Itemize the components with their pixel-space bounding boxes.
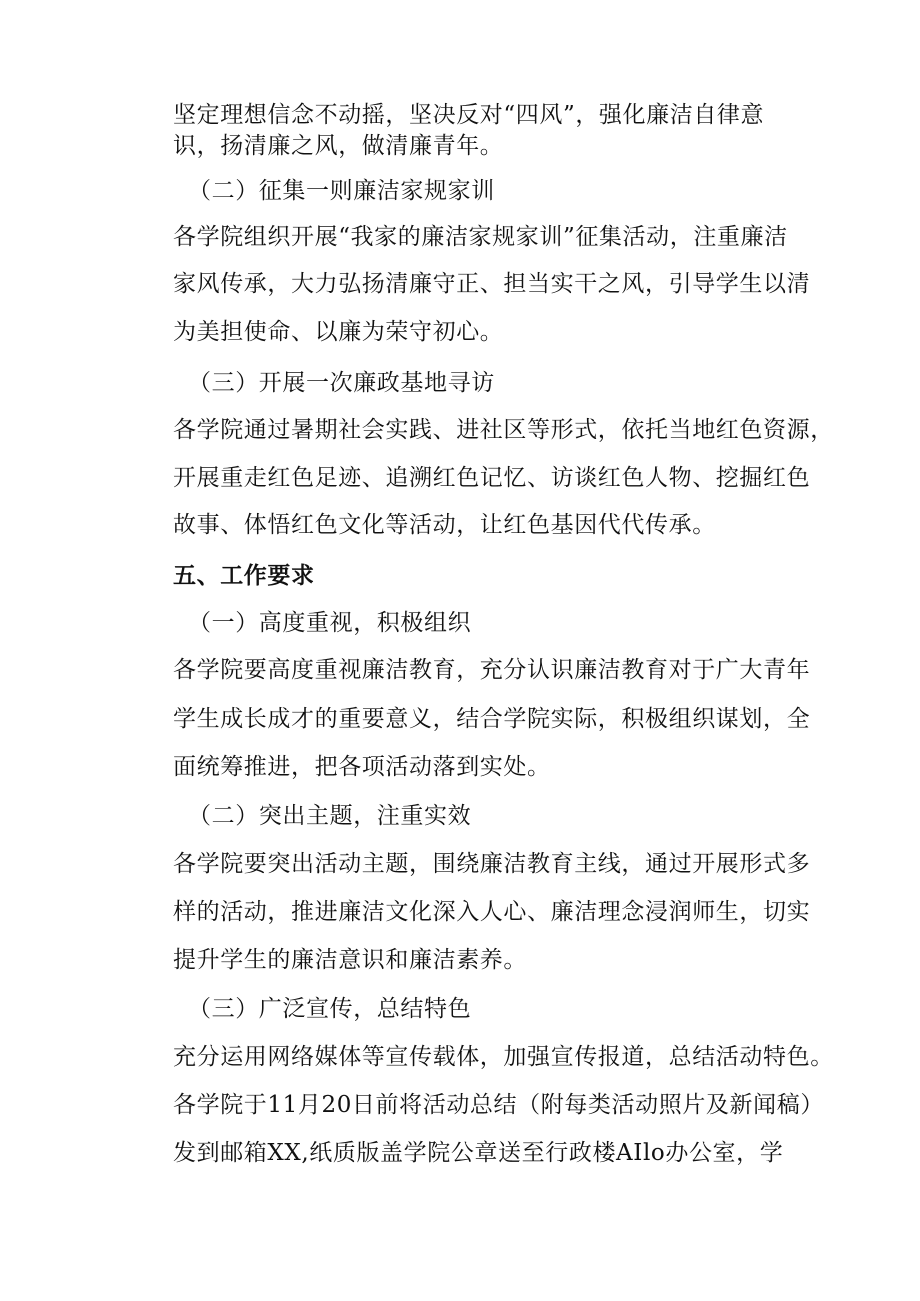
paragraph-line: 充分运用网络媒体等宣传载体，加强宣传报道，总结活动特色。 xyxy=(173,1044,834,1070)
paragraph-line: 发到邮箱XX,纸质版盖学院公章送至行政楼AIlo办公室，学 xyxy=(173,1140,784,1166)
subsection-heading: （二）突出主题，注重实效 xyxy=(188,803,472,829)
paragraph-line: 为美担使命、以廉为荣守初心。 xyxy=(173,319,504,345)
paragraph-line: 故事、体悟红色文化等活动，让红色基因代代传承。 xyxy=(173,512,716,538)
section-heading: 五、工作要求 xyxy=(173,562,315,589)
paragraph-line: 提升学生的廉洁意识和廉洁素养。 xyxy=(173,947,527,973)
subsection-heading: （一）高度重视，积极组织 xyxy=(188,610,472,636)
paragraph-line: 开展重走红色足迹、追溯红色记忆、访谈红色人物、挖掘红色 xyxy=(173,465,811,491)
paragraph-line: 坚定理想信念不动摇，坚决反对“四风”，强化廉洁自律意 xyxy=(173,102,765,128)
paragraph-line: 各学院要突出活动主题，围绕廉洁教育主线，通过开展形式多 xyxy=(173,851,811,877)
paragraph-line: 面统筹推进，把各项活动落到实处。 xyxy=(173,754,551,780)
paragraph-line: 家风传承，大力弘扬清廉守正、担当实干之风，引导学生以清 xyxy=(173,271,811,297)
paragraph-line: 各学院通过暑期社会实践、进社区等形式，依托当地红色资源， xyxy=(173,417,834,443)
paragraph-line: 识，扬清廉之风，做清廉青年。 xyxy=(173,133,504,159)
paragraph-line: 各学院于11月20日前将活动总结（附每类活动照片及新闻稿） xyxy=(173,1092,824,1118)
paragraph-line: 各学院要高度重视廉洁教育，充分认识廉洁教育对于广大青年 xyxy=(173,657,811,683)
paragraph-line: 样的活动，推进廉洁文化深入人心、廉洁理念浸润师生，切实 xyxy=(173,899,811,925)
paragraph-line: 学生成长成才的重要意义，结合学院实际，积极组织谋划，全 xyxy=(173,706,811,732)
subsection-heading: （三）开展一次廉政基地寻访 xyxy=(188,370,495,396)
subsection-heading: （二）征集一则廉洁家规家训 xyxy=(188,178,495,204)
paragraph-line: 各学院组织开展“我家的廉洁家规家训”征集活动，注重廉洁 xyxy=(173,224,788,250)
subsection-heading: （三）广泛宣传，总结特色 xyxy=(188,996,472,1022)
